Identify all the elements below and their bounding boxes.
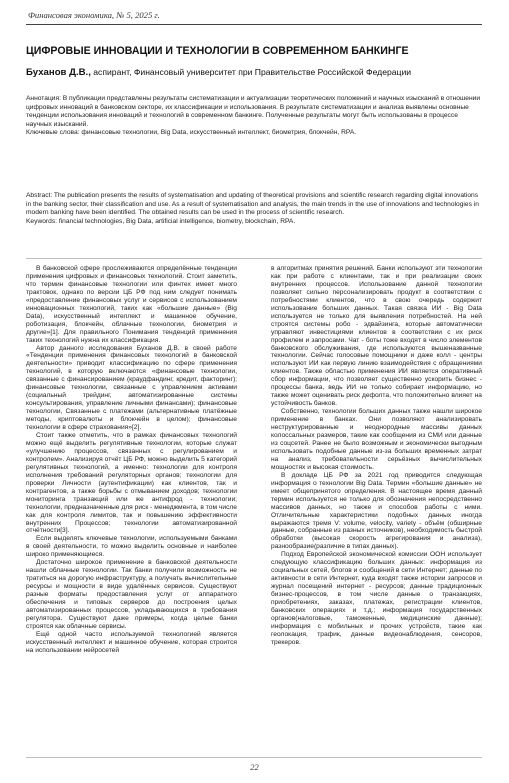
abstract-en: Abstract: The publication presents the results of systematisation and updating of theoretical provisions and scientific research regarding digital innovations in the banking sector, their classification and use. As a result of systematisation and analysis, the main trends in the use of innovations and technologies in modern banking have been identified. The obtained results can be used in the process of scientific research. [26, 192, 479, 216]
header-divider [26, 24, 482, 25]
author-line [26, 67, 486, 78]
footer-divider [26, 757, 482, 758]
paragraph: Стоит также отметить, что в рамках финансовых технологий можно ещё выделить регулятивные технологии, которые служат «улучшению процессов, связанных с регулированием и контролем». Анализируя отчёт ЦБ РФ, можно выделить 5 категорий регулятивных технологий, а именно: технологии для контроля исполнения требований регуляторных органов; технологии для проверки Личности (аутентификации) как клиентов, так и контрагентов, а также борьбы с отмыванием доходов; технологии мониторинга транзакций или же антифрод - технологии; технологии, предназначенные для риск - менеджмента, в том числе как для контроля лимитов, так и повышению эффективности внутренних Процессов; технологии автоматизированной отчётности[3]. [26, 432, 237, 535]
paragraph: В докладе ЦБ РФ за 2021 год приводится следующая информация о технологии Big Data. Термин «большие данные» не имеет общепринятого определения. В настоящее время данный термин используется не только для обозначения непосредственно массивов данных, но также и способов работы с ними. Отличительные характеристики подобных данных иногда выражаются тремя V: volume, velocity, variety - объём (обширные данные, собранные из разных источников), необходимость быстрой обработки (высокая скорость агрегирования и анализа), разнообразие(различие в типах данных). [271, 471, 482, 551]
paragraph: Собственно, технологии больших данных также нашли широкое применение в банках. Они позволяют анализировать неструктурированные и неоднородные массивы данных колоссальных размеров, такие как сообщения из СМИ или данные из соцсетей. Ранее не было возможным и экономически выгодным использовать подобные данные из-за больших временных затрат на анализ, требовательности серьёзных вычислительных мощностях и высокая стоимость. [271, 408, 482, 471]
abstract-ru-block [26, 95, 482, 187]
paragraph: в алгоритмах принятия решений. Банки используют эти технологии как при работе с клиентами, так и при реализации своих внутренних процессов. Использование данной технологии позволяет сильно персонализировать продукт в соответствии с потребностями клиентов, что в свою очередь содержит использование больших данных. Такая связка ИИ - Big Data используется не только для выявления потребностей. На ней строятся системы робо - эдвайзинга, которые автоматически управляют инвестициями клиентов в соответствии с их риск профилем и запросами. Чат - боты тоже входят в число элементов банковского обслуживания, где используются вышеназванные технологии. Сейчас голосовые помощники и даже колл - центры используют ИИ как первую линию взаимодействия с обращениями клиентов. Также областью применения ИИ является оперативный сбор информации, что позволяет существенно ускорить бизнес - процессы банка, ведь ИИ не только собирает информацию, но также может оценивать риск дефолта, что положительно влияет на устойчивость банков. [271, 265, 482, 408]
paragraph: Подход Европейской экономической комиссии ООН использует следующую классификацию больших данных: информация из социальных сетей, блогов и сообщений в сети Интернет; данные по активности в сети Интернет, куда входят также истории запросов и журнал посещений интернет - ресурсов; данные традиционных бизнес-процессов, в том числе данные о транзакциях, приобретениях, заказах, платежах, регистрации клиентов, банковских операциях и т.д.; информация государственных органов(налоговые, таможенные, медицинские данные); информация с мобильных и прочих устройств, такие как геолокация, трафик, данные видеонаблюдения, сенсоров, трекеров. [271, 551, 482, 646]
journal-header: Финансовая экономика, № 5, 2025 г. [28, 10, 160, 20]
abstract-en-block [26, 192, 482, 256]
keywords-en: Keywords: financial technologies, Big Data, artificial intelligence, biometry, blockchain, RPA. [26, 217, 296, 225]
paragraph: Достаточно широкое применение в банковской деятельности нашли облачные технологии. Так банки получили возможность не тратиться на дорогую инфраструктуру, а получать вычислительные ресурсы и мощности в виде удалённых сервисов. Существуют разные форматы предоставления услуг от аппаратного обеспечения и типовых серверов до построения целых автоматизированных процессов, укладывающихся в требования регулятора. Существуют даже примеры, когда целые банки строятся как облачные сервисы. [26, 559, 237, 630]
paragraph: Если выделять ключевые технологии, используемыми банками в своей деятельности, то можно выделить основные и наиболее широко применяющиеся. [26, 535, 237, 559]
author-affiliation: аспирант, Финансовый университет при Правительстве Российской Федерации [90, 67, 412, 77]
keywords-ru: Ключевые слова: финансовые технологии, Big Data, искусственный интеллект, биометрия, блокчейн, RPA. [26, 129, 357, 136]
author-name: Буханов Д.В., [26, 67, 91, 78]
page-number: 22 [250, 762, 259, 772]
paragraph: В банковской сфере прослеживаются определённые тенденции применения цифровых и финансовых технологий. Стоит заметить, что термин финансовые технологии или финтех имеет много трактовок, однако по версии ЦБ РФ под ним следует понимать «предоставление финансовых услуг и сервисов с использованием инновационных технологий, таких как «большие данные» (Big Data), искусственный интеллект и машинное обучение, роботизация, блокчейн, облачные технологии, биометрия и другие»[1]. Для правильного Понимания тенденций применения таких технологий нужна их классификация. [26, 265, 237, 344]
abstract-divider [26, 258, 482, 259]
paragraph: Автор данного исследования Буханов Д.В. в своей работе «Тенденции применения финансовых технологий в банковской деятельности» приводит классификацию по сфере применения технологий, в которую включаются «финансовые технологии, связанные с финансированием (краудфандинг, кредит, факторинг); финансовые технологии, связанные с управлением активами (социальный трейдинг, автоматизированные системы консультирования, управление личными финансами); финансовые технологии, Связанные с платежами (альтернативные платёжные методы, криптовалюты и блокчейн в целом); финансовые технологии в сфере страхования»[2]. [26, 344, 237, 432]
paragraph: Ещё одной часто используемой технологией является искусственный интеллект и машинное обучение, которая строится на использовании нейросетей [26, 630, 237, 654]
article-title: ЦИФРОВЫЕ ИННОВАЦИИ И ТЕХНОЛОГИИ В СОВРЕМЕННОМ БАНКИНГЕ [26, 45, 409, 57]
body-column-left [26, 265, 237, 745]
abstract-ru: Аннотация: В публикации представлены результаты систематизации и актуализации теоретических положений и научных изысканий в отношении цифровых инноваций в банковском секторе, их классификации и использования. В результате систематизации и анализа выявлены основные тенденции использования инноваций и технологий в современном банкинге. Полученные результаты могут быть использованы в процессе научных изысканий. [26, 95, 481, 128]
body-column-right [271, 265, 482, 745]
